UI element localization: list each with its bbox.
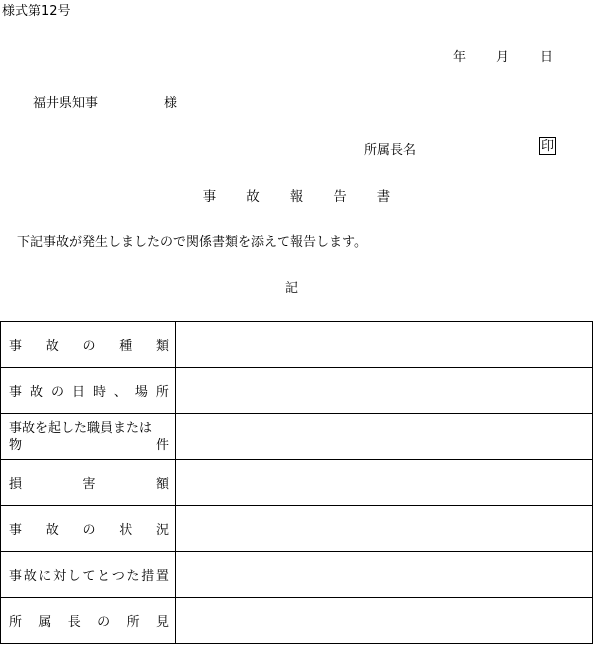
- row-label-char: 額: [155, 477, 169, 492]
- date-year-label: 年: [453, 50, 467, 65]
- row-value-cell[interactable]: [176, 598, 593, 644]
- row-label-char: 所: [155, 385, 169, 400]
- row-label-char: 対: [53, 569, 67, 584]
- row-label-char: 措: [141, 569, 155, 584]
- row-label-cell: [1, 368, 176, 414]
- signer-label: 所属長名: [364, 143, 417, 158]
- row-label-char: 置: [155, 569, 169, 584]
- row-value-cell[interactable]: [176, 460, 593, 506]
- row-value-cell[interactable]: [176, 368, 593, 414]
- row-value-cell[interactable]: [176, 552, 593, 598]
- row-label-cell: [1, 598, 176, 644]
- row-value-cell[interactable]: [176, 322, 593, 368]
- table-row: [1, 552, 593, 598]
- row-label-char: 類: [155, 339, 169, 354]
- row-label-char: 所: [9, 615, 23, 630]
- row-label: [9, 335, 169, 354]
- table-row: [1, 460, 593, 506]
- row-label-char: 況: [155, 523, 169, 538]
- table-row: [1, 598, 593, 644]
- row-label: [9, 381, 169, 400]
- honorific: 様: [164, 96, 178, 111]
- table-row: [1, 414, 593, 460]
- row-label-char: 長: [67, 615, 81, 630]
- report-table: [0, 321, 593, 644]
- ki-heading: 記: [285, 281, 299, 296]
- table-row: [1, 368, 593, 414]
- form-number: 様式第12号: [2, 4, 71, 19]
- row-label-char: 故: [29, 385, 43, 400]
- row-label-char: に: [38, 569, 52, 584]
- row-label-char: 事: [9, 523, 23, 538]
- row-label-char: 害: [82, 477, 96, 492]
- row-label: [9, 519, 169, 538]
- table-row: [1, 506, 593, 552]
- row-value-cell[interactable]: [176, 506, 593, 552]
- row-label-char: 属: [38, 615, 52, 630]
- row-label-line2-b: 件: [155, 437, 169, 453]
- row-label-cell: [1, 460, 176, 506]
- date-month-label: 月: [496, 50, 510, 65]
- row-label: [9, 473, 169, 492]
- row-label-char: 日: [71, 385, 85, 400]
- row-label-char: 故: [45, 523, 59, 538]
- row-label-cell: [1, 552, 176, 598]
- row-value-cell[interactable]: [176, 414, 593, 460]
- date-day-label: 日: [540, 50, 554, 65]
- row-label-char: 状: [119, 523, 133, 538]
- body-text: 下記事故が発生しましたので関係書類を添えて報告します。: [17, 235, 367, 250]
- row-label-cell: [1, 414, 176, 460]
- row-label-char: 見: [155, 615, 169, 630]
- row-label-char: し: [67, 569, 81, 584]
- row-label-char: 故: [23, 569, 37, 584]
- row-label-char: 場: [134, 385, 148, 400]
- row-label: [9, 565, 169, 584]
- row-label-char: 事: [9, 385, 23, 400]
- row-label-cell: [1, 322, 176, 368]
- row-label-cell: [1, 506, 176, 552]
- row-label-char: の: [50, 385, 64, 400]
- row-label-char: 所: [126, 615, 140, 630]
- row-label-char: の: [82, 523, 96, 538]
- row-label-char: 損: [9, 477, 23, 492]
- row-label-line2-a: 物: [9, 437, 23, 453]
- row-label-char: 種: [119, 339, 133, 354]
- row-label-char: の: [97, 615, 111, 630]
- addressee: 福井県知事: [33, 96, 99, 111]
- document-title: 事故報告書: [202, 189, 421, 205]
- row-label-char: 時: [92, 385, 106, 400]
- row-label-char: た: [126, 569, 140, 584]
- row-label-char: 、: [113, 385, 127, 400]
- table-row: [1, 322, 593, 368]
- row-label-char: 故: [45, 339, 59, 354]
- row-label-char: つ: [111, 569, 125, 584]
- row-label-char: の: [82, 339, 96, 354]
- row-label: [9, 611, 169, 630]
- row-label-char: 事: [9, 569, 23, 584]
- row-label-char: 事: [9, 339, 23, 354]
- row-label: [9, 420, 169, 454]
- row-label-char: て: [82, 569, 96, 584]
- row-label-line1: 事故を起した職員または: [9, 420, 153, 436]
- seal-mark: 印: [540, 139, 554, 154]
- row-label-char: と: [97, 569, 111, 584]
